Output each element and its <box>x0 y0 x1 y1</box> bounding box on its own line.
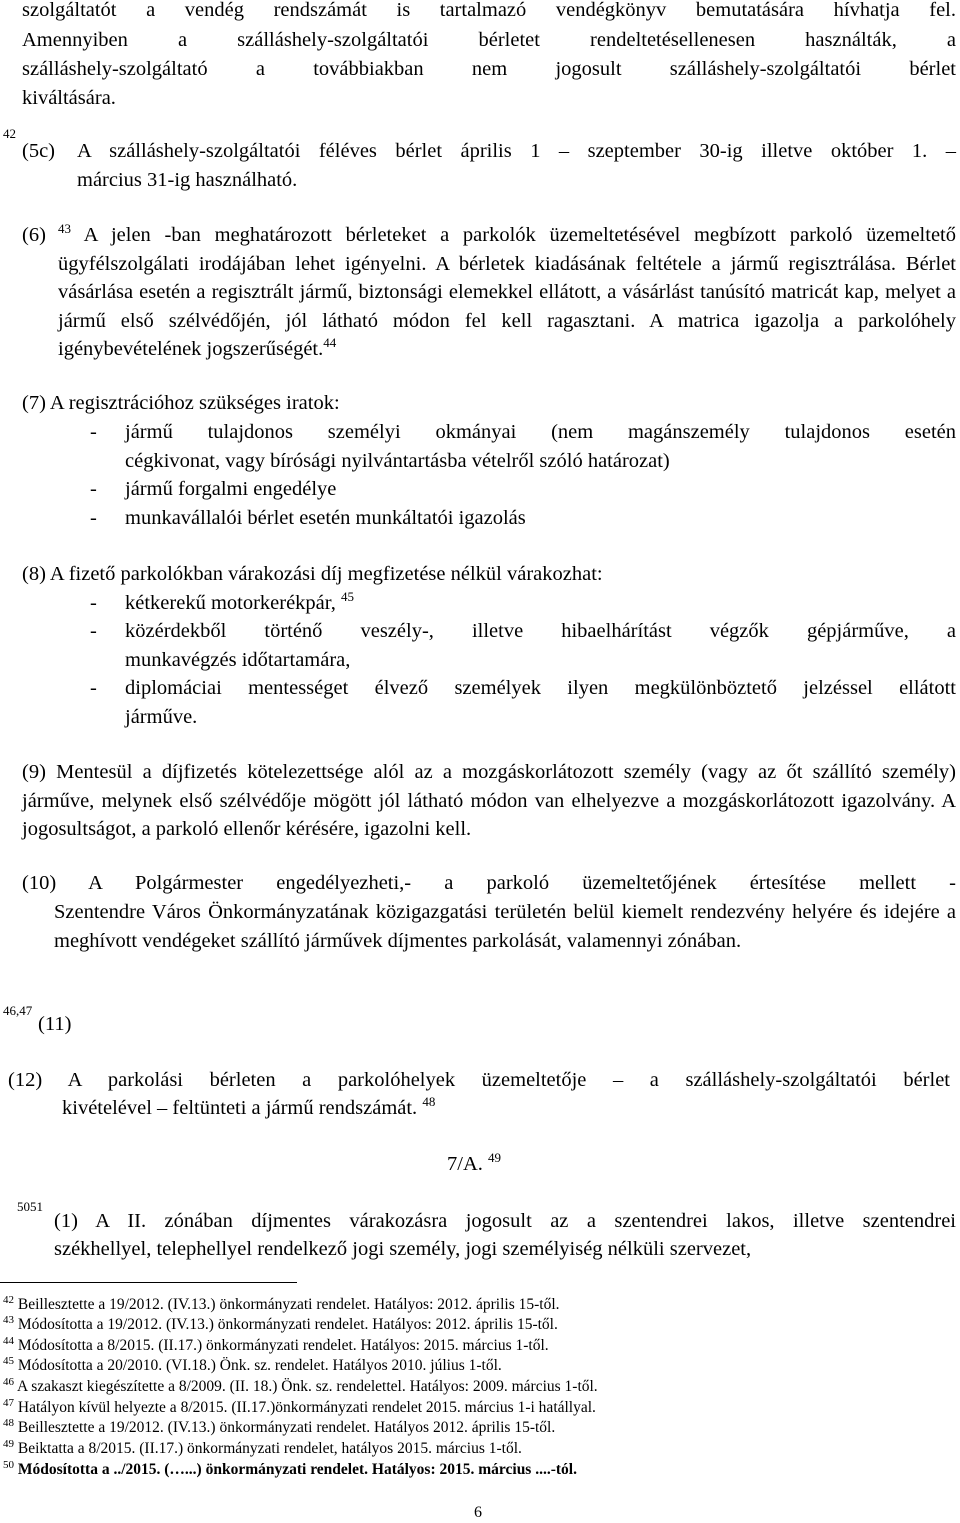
list-item-text: kétkerekű motorkerékpár, <box>125 592 336 614</box>
paragraph-number: (6) <box>22 224 46 246</box>
text-line: szálláshely-szolgáltató a továbbiakban nem jogosult szálláshely-szolgáltatói bérlet <box>22 58 956 80</box>
footnote <box>3 1418 555 1438</box>
list-dash: - <box>90 620 97 642</box>
list-dash: - <box>90 592 97 614</box>
list-dash: - <box>90 421 97 443</box>
footnote <box>3 1315 558 1335</box>
footnote-ref[interactable]: 42 <box>3 126 16 141</box>
text-line: székhellyel, telephellyel rendelkező jogi személy, jogi személyiség nélküli szervezet, <box>54 1238 752 1260</box>
footnote <box>3 1439 522 1459</box>
paragraph-9: (9) Mentesül a díjfizetés kötelezettsége alól az a mozgáskorlátozott személy (vagy az őt szállító személy) járműve, melynek első szélvédője mögött jól látható módon van elhelyezve a mozgáskorlátozott igazolvány. A jogosultságot, a parkoló ellenőr kérésére, igazolni kell. <box>22 761 956 840</box>
footnote-text: Módosította a 8/2015. (II.17.) önkormányzati rendelet. Hatályos: 2015. március 1-től. <box>17 1337 549 1354</box>
page-number: 6 <box>474 1504 482 1521</box>
footnote-text: Módosította a 20/2010. (VI.18.) Önk. sz. rendelet. Hatályos 2010. július 1-től. <box>17 1357 502 1374</box>
list-item: munkavállalói bérlet esetén munkáltatói igazolás <box>125 507 526 529</box>
footnote-number: 45 <box>3 1355 14 1367</box>
list-item-line: diplomáciai mentességet élvező személyek ilyen megkülönböztető jelzéssel ellátott <box>125 677 956 699</box>
text-line: kiváltására. <box>22 87 116 109</box>
list-item-line: járműve. <box>125 706 198 728</box>
footnote-ref[interactable]: 5051 <box>17 1199 43 1214</box>
footnote-ref[interactable]: 45 <box>341 589 355 604</box>
footnote-text: Beillesztette a 19/2012. (IV.13.) önkormányzati rendelet. Hatályos 2012. április 15-től. <box>17 1419 556 1436</box>
paragraph-text <box>58 221 956 364</box>
section-heading <box>447 1150 501 1179</box>
text-segment: kivételével – feltünteti a jármű rendszámát. <box>62 1097 418 1119</box>
footnote <box>3 1295 560 1315</box>
footnote-separator <box>0 1282 297 1283</box>
footnote-number: 46 <box>3 1376 14 1388</box>
list-item <box>125 589 956 618</box>
footnote-text: Módosította a ../2015. (…...) önkormányzati rendelet. Hatályos: 2015. március ....-tól. <box>17 1461 577 1478</box>
footnote-ref[interactable]: 44 <box>323 335 337 350</box>
paragraph-heading: (7) A regisztrációhoz szükséges iratok: <box>22 392 340 414</box>
footnote-ref[interactable]: 46,47 <box>3 1003 33 1018</box>
footnote <box>3 1336 549 1356</box>
footnote-number: 47 <box>3 1397 14 1409</box>
footnote-text: A szakaszt kiegészítette a 8/2009. (II. 18.) Önk. sz. rendelettel. Hatályos: 2009. március 1-től. <box>17 1378 598 1395</box>
text-line: (12) A parkolási bérleten a parkolóhelyek üzemeltetője – a szálláshely-szolgáltatói bérlet <box>8 1069 950 1091</box>
text-line: március 31-ig használható. <box>77 169 298 191</box>
footnote-number: 48 <box>3 1417 14 1429</box>
paragraph-body: Szentendre Város Önkormányzatának közigazgatási területén belül kiemelt rendezvény helyére és idejére a meghívott vendégeket szállító járművek díjmentes parkolását, valamennyi zónában. <box>54 901 956 952</box>
list-dash: - <box>90 677 97 699</box>
paragraph-heading: (8) A fizető parkolókban várakozási díj megfizetése nélkül várakozhat: <box>22 563 603 585</box>
footnote <box>3 1460 577 1480</box>
footnote-ref[interactable]: 48 <box>422 1094 436 1109</box>
footnote-number: 49 <box>3 1438 14 1450</box>
text-line: (1) A II. zónában díjmentes várakozásra jogosult az a szentendrei lakos, illetve szentendrei <box>54 1210 956 1232</box>
list-item-line: cégkivonat, vagy bírósági nyilvántartásba vételről szóló határozat) <box>125 450 670 472</box>
footnote-text: Módosította a 19/2012. (IV.13.) önkormányzati rendelet. Hatályos: 2012. április 15-től. <box>17 1316 558 1333</box>
text-line: szolgáltatót a vendég rendszámát is tartalmazó vendégkönyv bemutatására hívhatja fel. <box>22 0 956 21</box>
footnote-number: 50 <box>3 1459 14 1471</box>
text-line: A szálláshely-szolgáltatói féléves bérlet április 1 – szeptember 30-ig illetve október 1. – <box>77 140 956 162</box>
footnote-number: 43 <box>3 1314 14 1326</box>
footnote-text: Beiktatta a 8/2015. (II.17.) önkormányzati rendelet, hatályos 2015. március 1-től. <box>17 1440 522 1457</box>
list-dash: - <box>90 507 97 529</box>
text-line: Amennyiben a szálláshely-szolgáltatói bérletet rendeltetésellenesen használták, a <box>22 29 956 51</box>
list-item-line: jármű tulajdonos személyi okmányai (nem magánszemély tulajdonos esetén <box>125 421 956 443</box>
paragraph-number: (5c) <box>22 140 56 162</box>
footnote-ref[interactable]: 49 <box>488 1150 501 1165</box>
footnote <box>3 1377 598 1397</box>
paragraph-body: A jelen -ban meghatározott bérleteket a parkolók üzemeltetésével megbízott parkoló üzemeltető ügyfélszolgálati irodájában lehet igényelni. A bérletek kiadásának feltétele a jármű regisztrálása. Bérlet vásárlása esetén a regisztrált jármű, biztonsági elemekkel ellátott, a vásárlást tanúsító matricát kap, melyet a jármű első szélvédőjén, jól látható módon fel kell ragasztani. A matrica igazolja a parkolóhely igénybevételének jogszerűségét. <box>58 224 956 360</box>
footnote-ref[interactable]: 43 <box>58 221 71 236</box>
section-title: 7/A. <box>447 1153 483 1175</box>
footnote-number: 42 <box>3 1294 14 1306</box>
footnote <box>3 1398 596 1418</box>
footnote-number: 44 <box>3 1335 14 1347</box>
footnote-text: Hatályon kívül helyezte a 8/2015. (II.17.)önkormányzati rendelet 2015. március 1-i hatállyal. <box>17 1399 596 1416</box>
footnote <box>3 1356 502 1376</box>
list-item: jármű forgalmi engedélye <box>125 478 337 500</box>
text-line <box>62 1094 960 1123</box>
footnote-text: Beillesztette a 19/2012. (IV.13.) önkormányzati rendelet. Hatályos: 2012. április 15-től. <box>17 1296 560 1313</box>
list-dash: - <box>90 478 97 500</box>
text-line: (10) A Polgármester engedélyezheti,- a parkoló üzemeltetőjének értesítése mellett - <box>22 872 956 894</box>
list-item-line: közérdekből történő veszély-, illetve hibaelhárítást végzők gépjárműve, a <box>125 620 956 642</box>
list-item-line: munkavégzés időtartamára, <box>125 649 351 671</box>
paragraph-number: (11) <box>38 1013 72 1035</box>
